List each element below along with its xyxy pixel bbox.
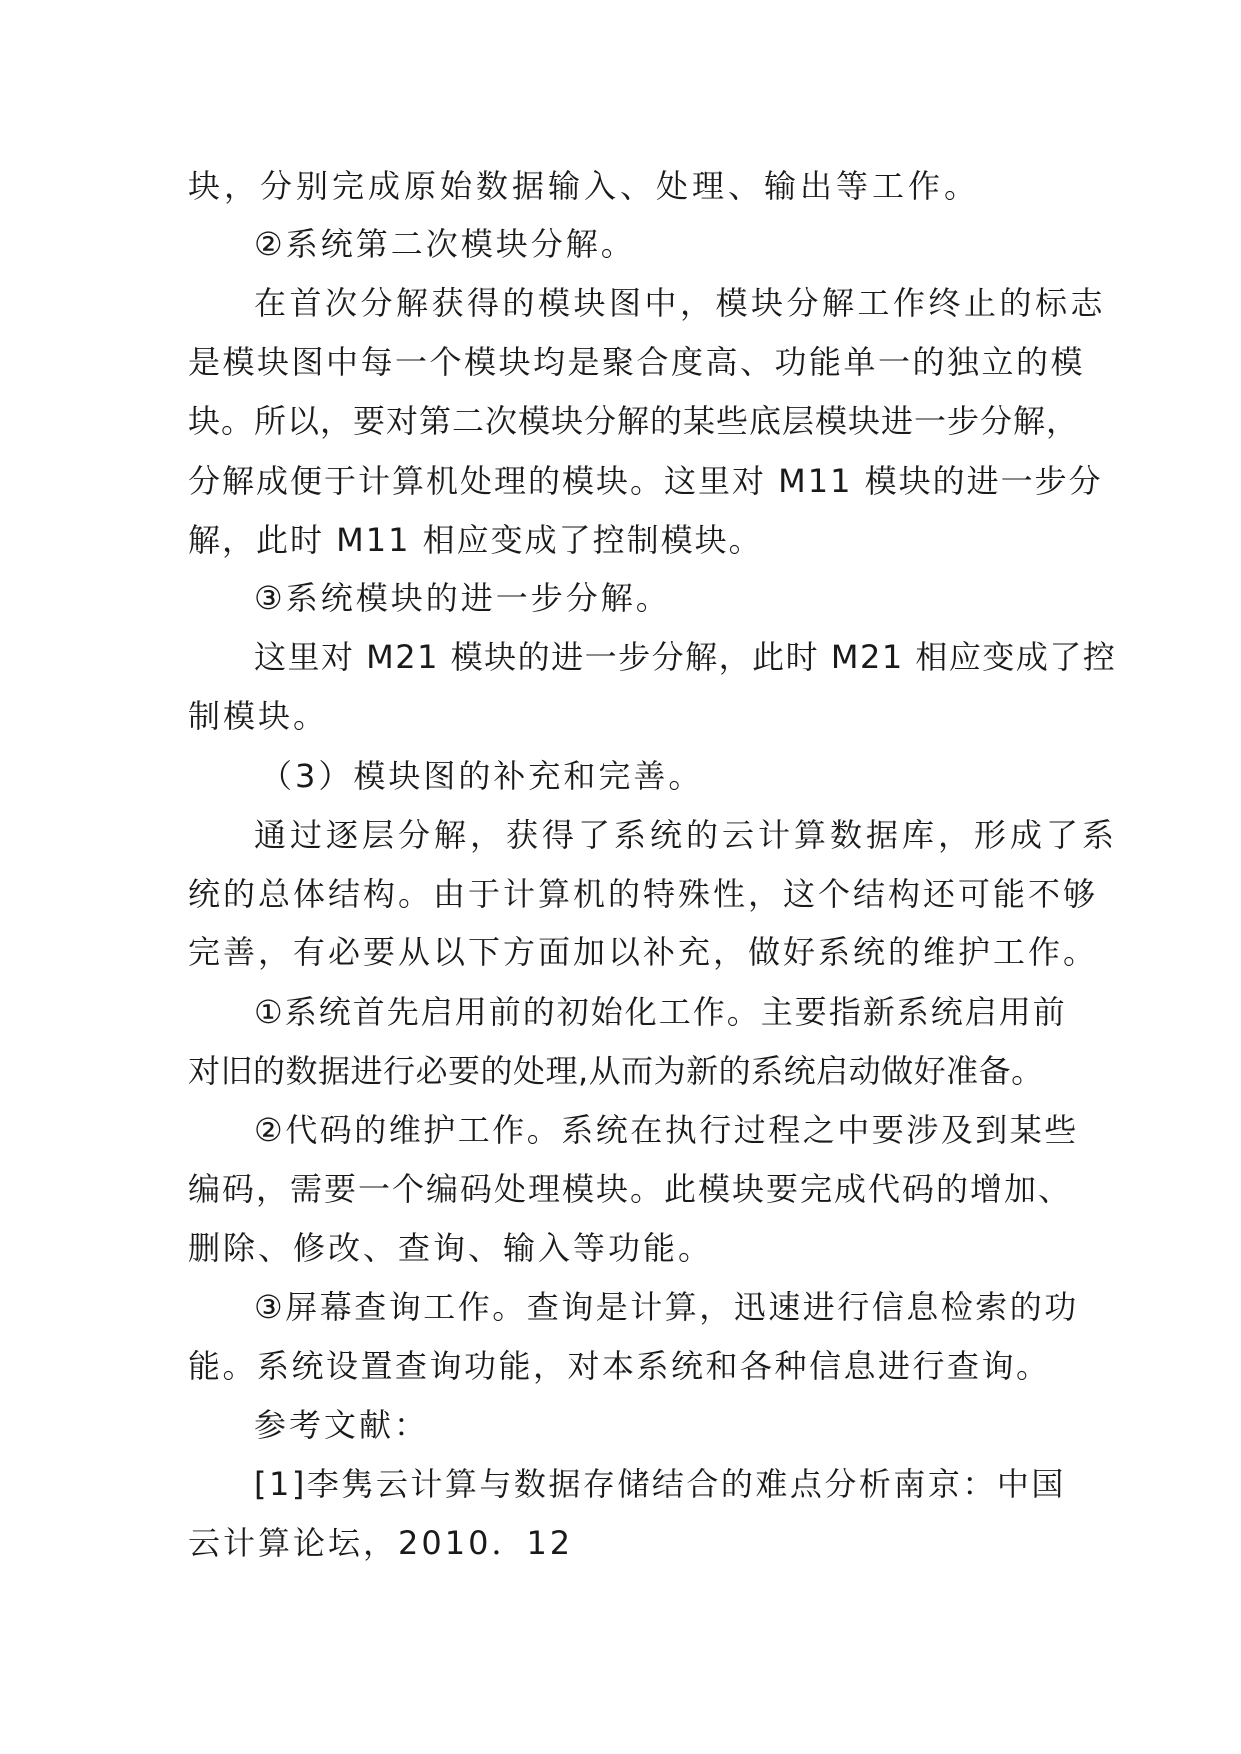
paragraph-line: 分解成便于计算机处理的模块。这里对 M11 模块的进一步分: [188, 462, 1103, 500]
list-heading: ③系统模块的进一步分解。: [254, 579, 671, 617]
list-item-line: ①系统首先启用前的初始化工作。主要指新系统启用前: [254, 993, 1067, 1031]
paragraph-line: 块。所以，要对第二次模块分解的某些底层模块进一步分解，: [188, 402, 1080, 440]
paragraph-line: 能。系统设置查询功能，对本系统和各种信息进行查询。: [188, 1347, 1051, 1385]
paragraph-line: 在首次分解获得的模块图中，模块分解工作终止的标志: [254, 284, 1107, 322]
section-heading: （3）模块图的补充和完善。: [260, 757, 704, 795]
paragraph-line: 通过逐层分解，获得了系统的云计算数据库，形成了系: [254, 816, 1119, 854]
list-heading: ②系统第二次模块分解。: [254, 225, 636, 263]
paragraph-line: 解，此时 M11 相应变成了控制模块。: [188, 521, 763, 559]
reference-entry: 云计算论坛，2010．12: [188, 1524, 574, 1562]
list-item-line: ②代码的维护工作。系统在执行过程之中要涉及到某些: [254, 1111, 1079, 1149]
reference-entry: [1]李隽云计算与数据存储结合的难点分析南京：中国: [254, 1465, 1066, 1503]
paragraph-line: 编码，需要一个编码处理模块。此模块要完成代码的增加、: [188, 1170, 1073, 1208]
list-item-line: ③屏幕查询工作。查询是计算，迅速进行信息检索的功: [254, 1288, 1079, 1326]
text-line: 块，分别完成原始数据输入、处理、输出等工作。: [188, 167, 981, 205]
references-heading: 参考文献：: [254, 1406, 430, 1444]
paragraph-line: 是模块图中每一个模块均是聚合度高、功能单一的独立的模: [188, 343, 1086, 381]
paragraph-line: 这里对 M21 模块的进一步分解，此时 M21 相应变成了控: [254, 638, 1117, 676]
paragraph-line: 统的总体结构。由于计算机的特殊性，这个结构还可能不够: [188, 875, 1099, 913]
paragraph-line: 制模块。: [188, 697, 329, 735]
paragraph-line: 完善，有必要从以下方面加以补充，做好系统的维护工作。: [188, 933, 1099, 971]
paragraph-line: 对旧的数据进行必要的处理,从而为新的系统启动做好准备。: [188, 1052, 1044, 1090]
paragraph-line: 删除、修改、查询、输入等功能。: [188, 1229, 714, 1267]
